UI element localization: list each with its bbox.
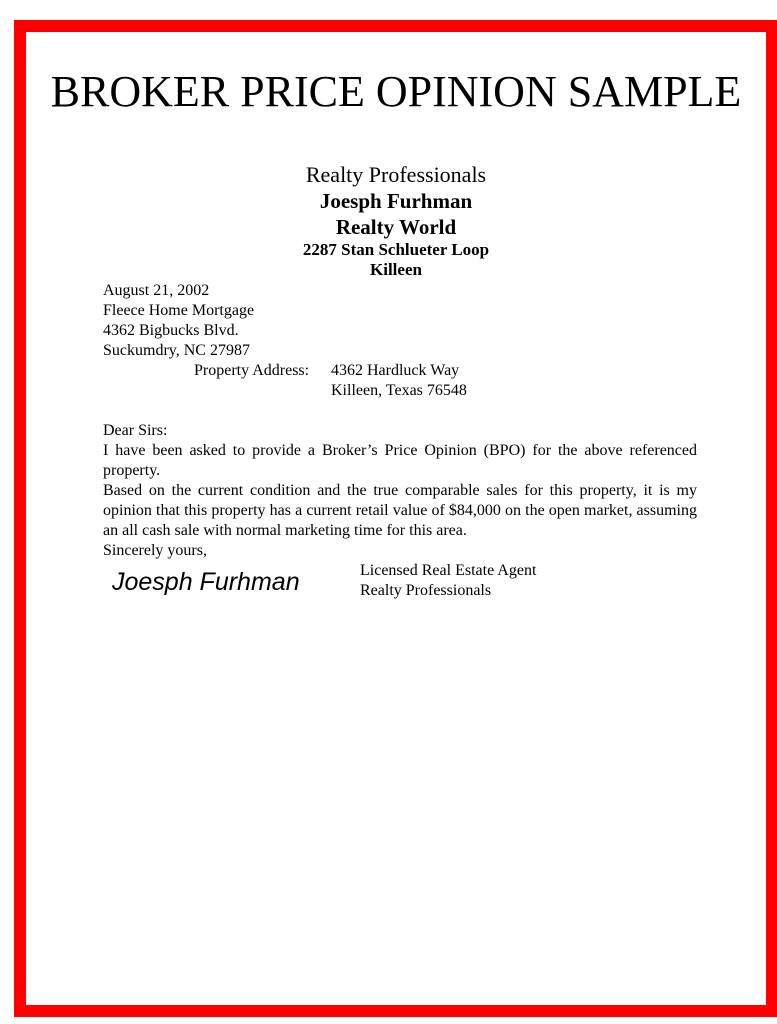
recipient-street: 4362 Bigbucks Blvd.	[103, 322, 239, 339]
salutation: Dear Sirs:	[103, 422, 168, 439]
signature: Joesph Furhman	[112, 568, 300, 596]
property-address-label: Property Address:	[194, 362, 310, 379]
letter-date: August 21, 2002	[103, 282, 210, 299]
letterhead	[26, 162, 766, 280]
recipient-block	[103, 281, 254, 361]
letterhead-street: 2287 Stan Schlueter Loop	[302, 240, 490, 259]
document-frame	[14, 20, 777, 1017]
letterhead-company: Realty Professionals	[305, 162, 487, 187]
letterhead-name: Joesph Furhman	[319, 189, 473, 213]
letterhead-agency: Realty World	[335, 215, 457, 239]
body-paragraph-1: I have been asked to provide a Broker’s Price Opinion (BPO) for the above referenced property.	[103, 442, 697, 479]
recipient-company: Fleece Home Mortgage	[103, 302, 255, 319]
letterhead-city: Killeen	[370, 260, 422, 279]
property-address-line2: Killeen, Texas 76548	[331, 382, 467, 399]
body-paragraph-2: Based on the current condition and the true comparable sales for this property, it is my opinion that this property has a current retail value of $84,000 on the open market, assuming an all cash sale with normal marketing time for this area.	[103, 482, 697, 539]
letter-body	[103, 421, 697, 541]
agent-company: Realty Professionals	[360, 582, 492, 599]
property-address-line1: 4362 Hardluck Way	[331, 362, 460, 379]
agent-block	[360, 561, 536, 601]
agent-title: Licensed Real Estate Agent	[360, 562, 537, 579]
recipient-city: Suckumdry, NC 27987	[103, 342, 250, 359]
document-title: BROKER PRICE OPINION SAMPLE	[50, 67, 742, 116]
closing: Sincerely yours,	[103, 542, 207, 559]
